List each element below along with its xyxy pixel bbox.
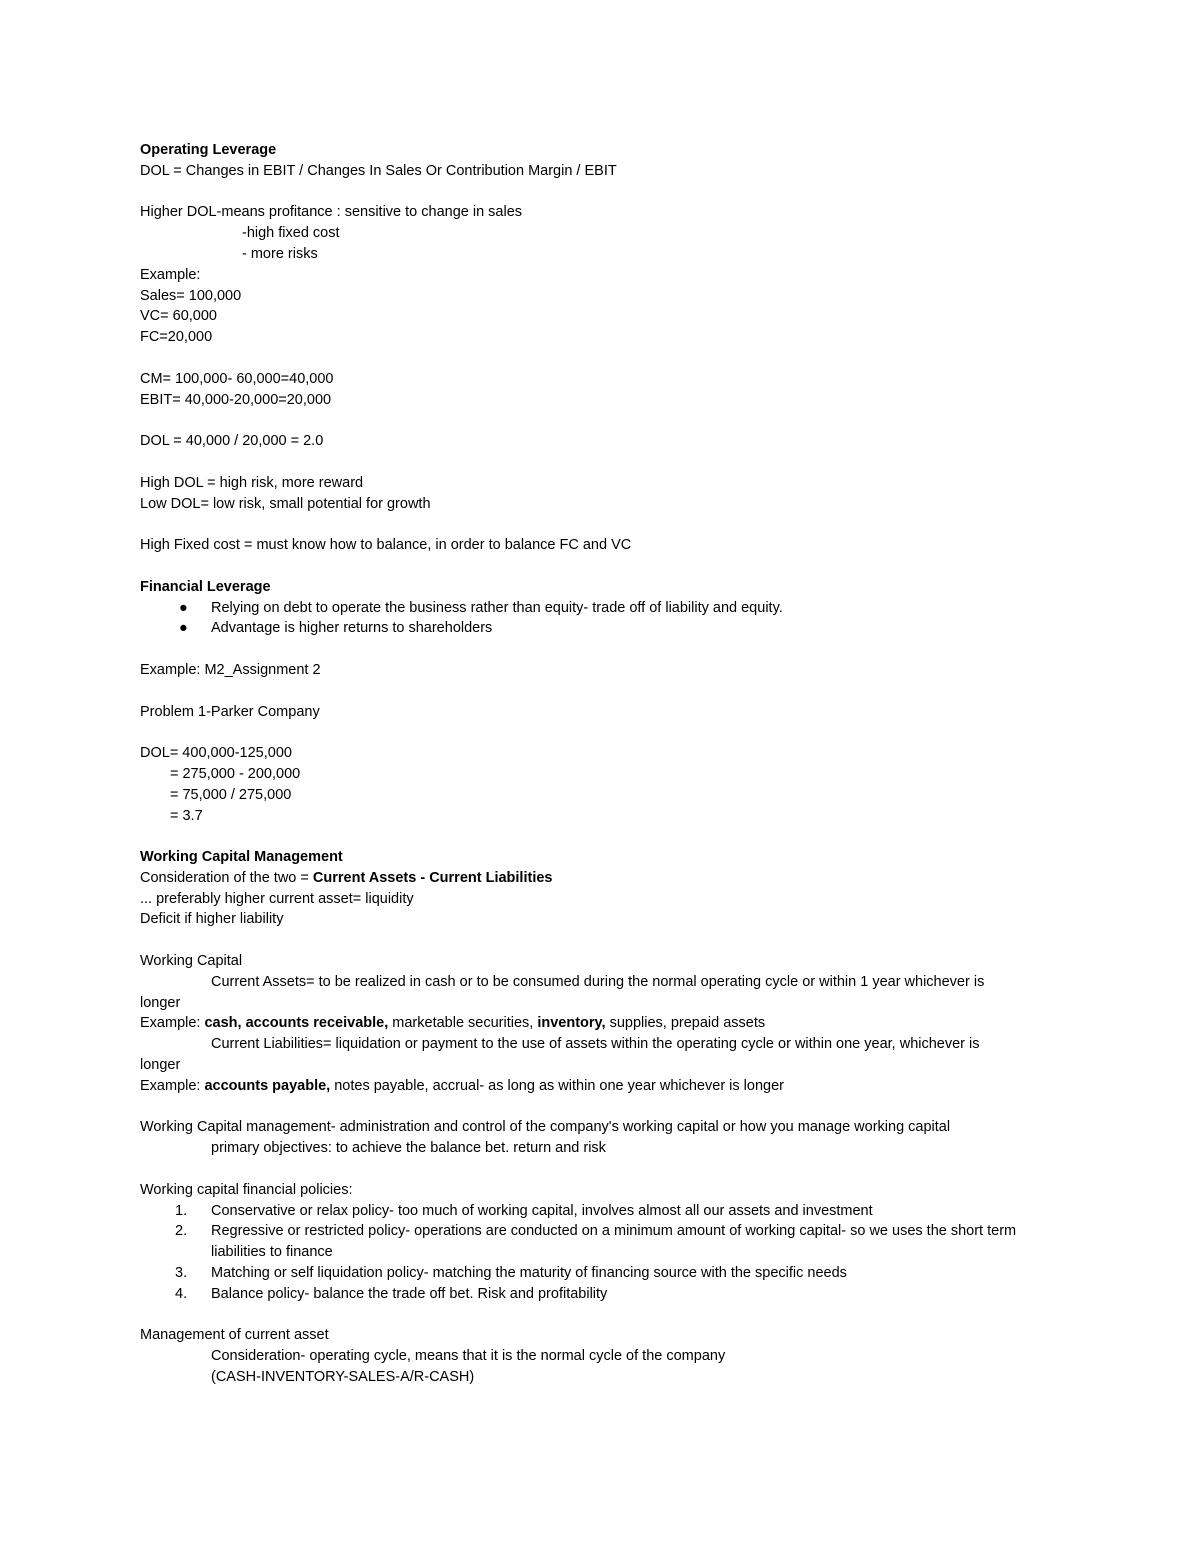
operating-leverage-heading: Operating Leverage: [140, 142, 277, 158]
sales-line: Sales= 100,000: [140, 287, 242, 304]
dol-step-1: DOL= 400,000-125,000: [140, 745, 292, 762]
list-item: 2. Regressive or restricted policy- operations are conducted on a minimum amount of working capital- so we uses the short term liabilities to finance: [175, 1223, 1017, 1261]
current-assets-definition-cont: longer: [140, 994, 181, 1011]
current-liabilities-definition: Current Liabilities= liquidation or payment to the use of assets within the operating cycle or within one year, whichever is: [211, 1036, 980, 1053]
working-capital-heading: Working Capital Management: [140, 849, 343, 866]
high-fixed-cost-line: High Fixed cost = must know how to balance, in order to balance FC and VC: [140, 537, 632, 554]
financial-bullet-list: [140, 598, 1060, 640]
example-label: Example:: [140, 266, 201, 283]
high-dol-line: High DOL = high risk, more reward: [140, 474, 364, 491]
dol-step-2: = 275,000 - 200,000: [170, 765, 301, 782]
ebit-line: EBIT= 40,000-20,000=20,000: [140, 391, 332, 408]
objectives-line: primary objectives: to achieve the balance bet. return and risk: [211, 1140, 606, 1157]
policies-list: [140, 1201, 1060, 1305]
vc-line: VC= 60,000: [140, 308, 217, 325]
list-item: ● Relying on debt to operate the business rather than equity- trade off of liability and equity.: [140, 598, 1060, 619]
dol-formula: DOL = Changes in EBIT / Changes In Sales Or Contribution Margin / EBIT: [140, 162, 617, 179]
wc-management-line: Working Capital management- administration and control of the company's working capital or how you manage working capital: [140, 1119, 951, 1136]
financial-example: Example: M2_Assignment 2: [140, 661, 321, 678]
low-dol-line: Low DOL= low risk, small potential for growth: [140, 495, 431, 512]
dol-calc-line: DOL = 40,000 / 20,000 = 2.0: [140, 433, 324, 450]
current-liabilities-example: Example: accounts payable, notes payable, accrual- as long as within one year whichever is longer: [140, 1077, 784, 1094]
list-item: 3. Matching or self liquidation policy- matching the maturity of financing source with the specific needs: [175, 1265, 847, 1282]
mca-label: Management of current asset: [140, 1327, 329, 1344]
document-page: [140, 140, 1060, 1388]
cm-line: CM= 100,000- 60,000=40,000: [140, 370, 334, 387]
working-capital-label: Working Capital: [140, 953, 243, 970]
consideration-line: Consideration of the two = Current Assets - Current Liabilities: [140, 869, 553, 886]
mca-consideration: Consideration- operating cycle, means that it is the normal cycle of the company: [211, 1348, 726, 1365]
dol-step-3: = 75,000 / 275,000: [170, 786, 292, 803]
higher-dol-sub2: - more risks: [242, 245, 318, 262]
higher-dol-sub1: -high fixed cost: [242, 225, 340, 242]
higher-dol-text: Higher DOL-means profitance : sensitive to change in sales: [140, 204, 523, 221]
bullet-icon: ●: [179, 620, 188, 637]
current-liabilities-definition-cont: longer: [140, 1057, 181, 1074]
mca-cycle: (CASH-INVENTORY-SALES-A/R-CASH): [211, 1369, 475, 1386]
list-item: 1. Conservative or relax policy- too much of working capital, involves almost all our assets and investment: [175, 1202, 873, 1219]
list-item: ● Advantage is higher returns to shareholders: [140, 618, 1060, 639]
dol-step-4: = 3.7: [170, 807, 203, 824]
preferably-line: ... preferably higher current asset= liquidity: [140, 890, 414, 907]
bullet-icon: ●: [179, 599, 188, 616]
fc-line: FC=20,000: [140, 329, 213, 346]
current-assets-definition: Current Assets= to be realized in cash or to be consumed during the normal operating cycle or within 1 year whichever is: [211, 973, 985, 990]
problem-line: Problem 1-Parker Company: [140, 703, 320, 720]
policies-label: Working capital financial policies:: [140, 1181, 353, 1198]
deficit-line: Deficit if higher liability: [140, 911, 284, 928]
financial-leverage-heading: Financial Leverage: [140, 578, 271, 595]
current-assets-example: Example: cash, accounts receivable, marketable securities, inventory, supplies, prepaid assets: [140, 1015, 766, 1032]
list-item: 4. Balance policy- balance the trade off bet. Risk and profitability: [175, 1285, 608, 1302]
